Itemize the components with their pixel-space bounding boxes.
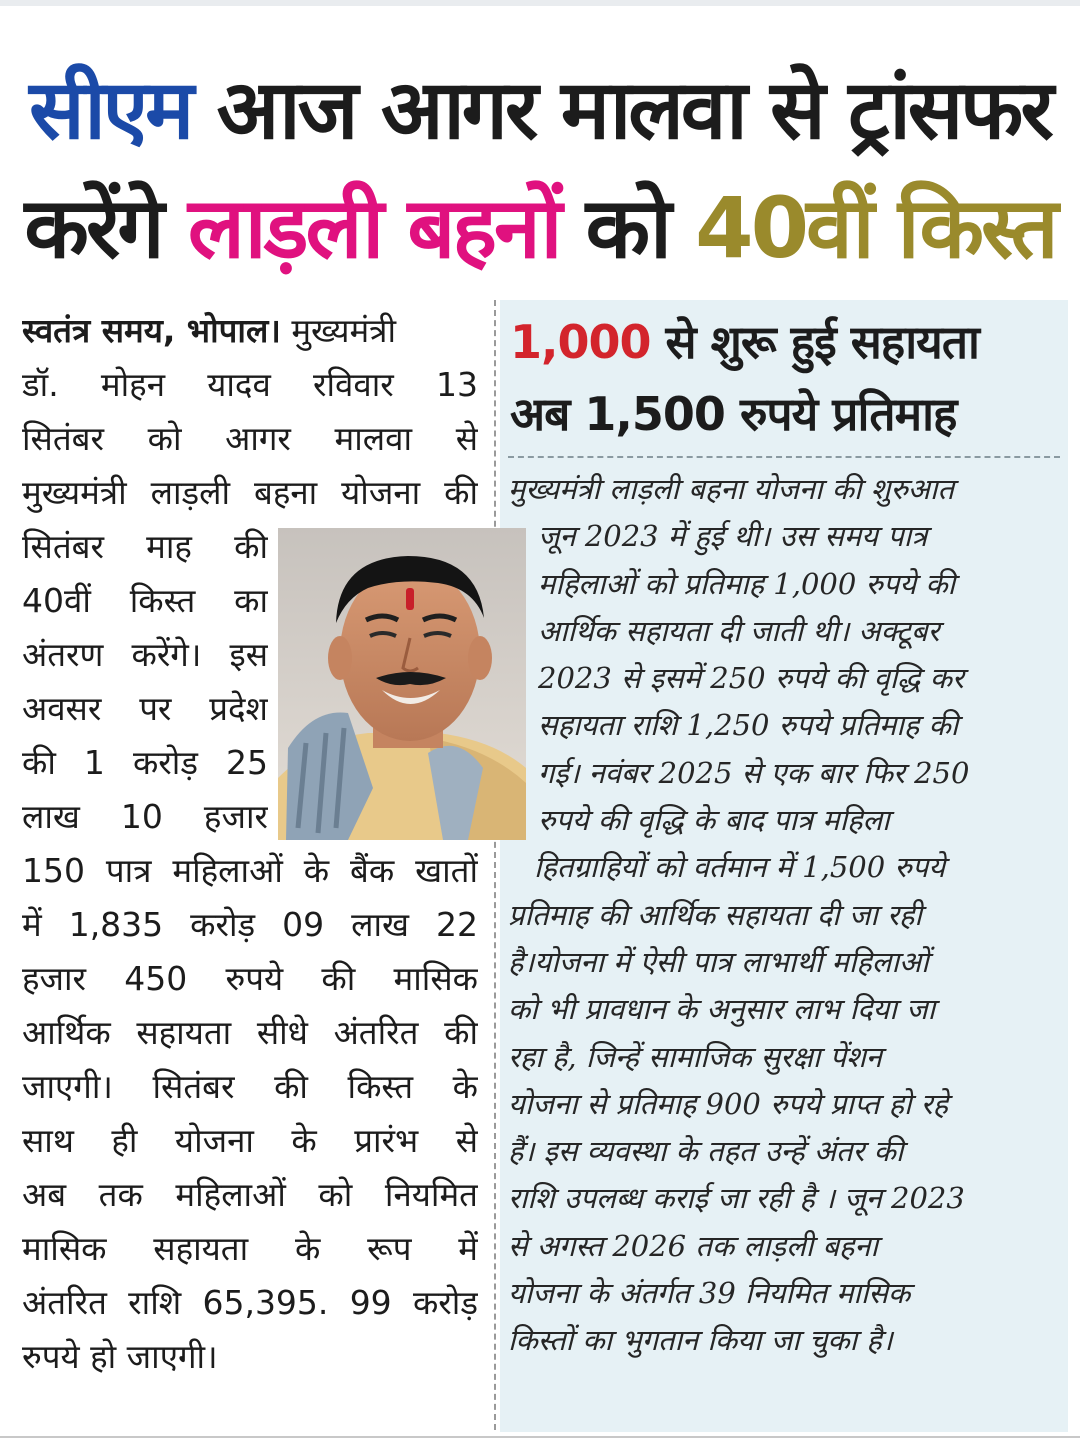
main-article	[22, 304, 478, 1384]
article-line: 40वीं किस्त का	[22, 581, 268, 620]
sidebar-line: महिलाओं को प्रतिमाह 1,000 रुपये की	[538, 566, 956, 601]
sidebar-heading-rest: से शुरू हुई सहायता	[650, 315, 979, 369]
sidebar-heading	[510, 310, 1058, 446]
article-line: की 1 करोड़ 25	[22, 743, 268, 782]
portrait-illustration	[278, 528, 526, 840]
sidebar-line: को भी प्रावधान के अनुसार लाभ दिया जा	[508, 992, 936, 1027]
headline-line-1	[0, 63, 1080, 180]
article-text: मुख्यमंत्री	[280, 311, 396, 350]
headline-40th-installment: 40वीं किस्त	[695, 179, 1056, 277]
sidebar-body	[508, 466, 1056, 1365]
sidebar-line: हितग्राहियों को वर्तमान में 1,500 रुपये	[534, 850, 946, 885]
sidebar-line: प्रतिमाह की आर्थिक सहायता दी जा रही	[508, 897, 922, 932]
sidebar-line: मुख्यमंत्री लाड़ली बहना योजना की शुरुआत	[508, 472, 954, 506]
article-line: जाएगी। सितंबर की किस्त के	[22, 1067, 478, 1106]
article-line: में 1,835 करोड़ 09 लाख 22	[22, 905, 478, 944]
article-line: अंतरण करेंगे। इस	[22, 635, 268, 674]
article-line: 150 पात्र महिलाओं के बैंक खातों	[22, 851, 478, 890]
article-line: मुख्यमंत्री लाड़ली बहना योजना की	[22, 473, 478, 512]
column-divider	[494, 300, 496, 1430]
article-line: डॉ. मोहन यादव रविवार 13	[22, 365, 478, 404]
sidebar-line: रुपये की वृद्धि के बाद पात्र महिला	[538, 803, 890, 838]
sidebar-divider	[508, 456, 1060, 458]
sidebar-heading-amount: 1,000	[510, 315, 651, 369]
sidebar-heading-line-2: अब 1,500 रुपये प्रतिमाह	[510, 387, 957, 441]
article-line: सितंबर माह की	[22, 527, 268, 566]
dateline: स्वतंत्र समय, भोपाल।	[22, 311, 281, 350]
sidebar-line: योजना से प्रतिमाह 900 रुपये प्राप्त हो रहे	[508, 1086, 949, 1121]
sidebar-line: रहा है, जिन्हें सामाजिक सुरक्षा पेंशन	[508, 1039, 882, 1074]
headline-karenge: करेंगे	[24, 179, 188, 277]
headline-ko: को	[559, 179, 696, 277]
article-line	[22, 304, 478, 358]
sidebar-line: राशि उपलब्ध कराई जा रही है । जून 2023	[508, 1181, 965, 1216]
headline-cm: सीएम	[29, 63, 192, 158]
article-line: सितंबर को आगर मालवा से	[22, 419, 478, 458]
article-line: अवसर पर प्रदेश	[22, 689, 268, 728]
sidebar-heading-line-1	[510, 310, 1058, 374]
sidebar-line: से अगस्त 2026 तक लाड़ली बहना	[508, 1228, 879, 1263]
sidebar-line: सहायता राशि 1,250 रुपये प्रतिमाह की	[538, 708, 959, 743]
sidebar-line: आर्थिक सहायता दी जाती थी। अक्टूबर	[538, 613, 940, 648]
article-line: अब तक महिलाओं को नियमित	[22, 1175, 478, 1214]
sidebar-line: जून 2023 में हुई थी। उस समय पात्र	[538, 519, 928, 554]
sidebar-box	[500, 300, 1068, 1432]
sidebar-line: है।योजना में ऐसी पात्र लाभार्थी महिलाओं	[508, 944, 929, 979]
bottom-rule	[0, 1436, 1080, 1438]
article-line: लाख 10 हजार	[22, 797, 268, 836]
top-rule	[0, 0, 1080, 6]
sidebar-line: गई। नवंबर 2025 से एक बार फिर 250	[538, 755, 970, 790]
article-line: साथ ही योजना के प्रारंभ से	[22, 1121, 478, 1160]
headline-line-2	[0, 179, 1080, 304]
headline	[0, 63, 1080, 304]
sidebar-line: 2023 से इसमें 250 रुपये की वृद्धि कर	[538, 661, 964, 696]
headline-ladli-behna: लाड़ली बहनों	[187, 179, 560, 277]
headline-line1-rest: आज आगर मालवा से ट्रांसफर	[191, 63, 1051, 158]
article-line: रुपये हो जाएगी।	[22, 1337, 218, 1376]
sidebar-line: योजना के अंतर्गत 39 नियमित मासिक	[508, 1276, 911, 1311]
article-line: हजार 450 रुपये की मासिक	[22, 959, 478, 998]
article-line: अंतरित राशि 65,395. 99 करोड़	[22, 1283, 478, 1322]
chief-minister-photo	[278, 528, 526, 840]
sidebar-line: हैं। इस व्यवस्था के तहत उन्हें अंतर की	[508, 1134, 904, 1169]
article-line: मासिक सहायता के रूप में	[22, 1229, 478, 1268]
article-line: आर्थिक सहायता सीधे अंतरित की	[22, 1013, 478, 1052]
sidebar-line: किस्तों का भुगतान किया जा चुका है।	[508, 1323, 893, 1358]
